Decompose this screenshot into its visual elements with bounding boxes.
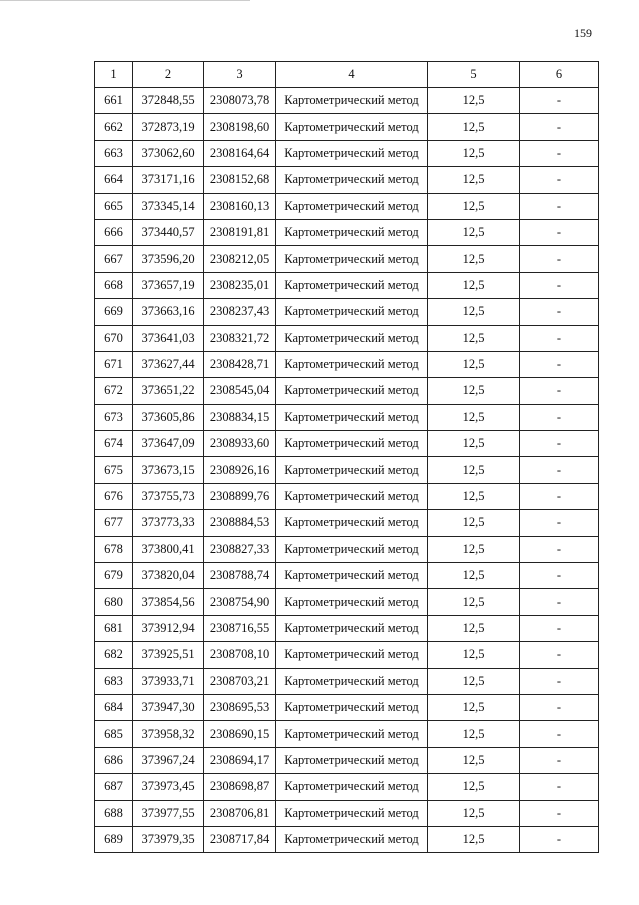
accuracy-cell: 12,5 — [428, 272, 520, 298]
y-coordinate-cell: 2308788,74 — [204, 563, 276, 589]
note-cell: - — [520, 721, 599, 747]
accuracy-cell: 12,5 — [428, 299, 520, 325]
method-cell: Картометрический метод — [276, 378, 428, 404]
method-cell: Картометрический метод — [276, 510, 428, 536]
table-row — [95, 826, 599, 852]
x-coordinate-cell: 373800,41 — [133, 536, 204, 562]
y-coordinate-cell: 2308926,16 — [204, 457, 276, 483]
method-cell: Картометрический метод — [276, 88, 428, 114]
x-coordinate-cell: 373596,20 — [133, 246, 204, 272]
point-number-cell: 680 — [95, 589, 133, 615]
y-coordinate-cell: 2308834,15 — [204, 404, 276, 430]
accuracy-cell: 12,5 — [428, 431, 520, 457]
point-number-cell: 678 — [95, 536, 133, 562]
table-row — [95, 800, 599, 826]
y-coordinate-cell: 2308695,53 — [204, 694, 276, 720]
note-cell: - — [520, 431, 599, 457]
table-row — [95, 219, 599, 245]
x-coordinate-cell: 372848,55 — [133, 88, 204, 114]
accuracy-cell: 12,5 — [428, 351, 520, 377]
method-cell: Картометрический метод — [276, 219, 428, 245]
x-coordinate-cell: 373958,32 — [133, 721, 204, 747]
point-number-cell: 684 — [95, 694, 133, 720]
point-number-cell: 667 — [95, 246, 133, 272]
x-coordinate-cell: 373651,22 — [133, 378, 204, 404]
y-coordinate-cell: 2308164,64 — [204, 140, 276, 166]
x-coordinate-cell: 373947,30 — [133, 694, 204, 720]
method-cell: Картометрический метод — [276, 747, 428, 773]
accuracy-cell: 12,5 — [428, 325, 520, 351]
table-row — [95, 536, 599, 562]
table-row — [95, 694, 599, 720]
note-cell: - — [520, 826, 599, 852]
header-cell: 5 — [428, 62, 520, 88]
note-cell: - — [520, 299, 599, 325]
y-coordinate-cell: 2308899,76 — [204, 483, 276, 509]
table-row — [95, 457, 599, 483]
table-row — [95, 404, 599, 430]
accuracy-cell: 12,5 — [428, 615, 520, 641]
table-row — [95, 193, 599, 219]
x-coordinate-cell: 373345,14 — [133, 193, 204, 219]
method-cell: Картометрический метод — [276, 721, 428, 747]
point-number-cell: 672 — [95, 378, 133, 404]
table-body — [95, 88, 599, 853]
accuracy-cell: 12,5 — [428, 510, 520, 536]
x-coordinate-cell: 372873,19 — [133, 114, 204, 140]
accuracy-cell: 12,5 — [428, 563, 520, 589]
header-cell: 1 — [95, 62, 133, 88]
x-coordinate-cell: 373663,16 — [133, 299, 204, 325]
y-coordinate-cell: 2308237,43 — [204, 299, 276, 325]
point-number-cell: 688 — [95, 800, 133, 826]
y-coordinate-cell: 2308754,90 — [204, 589, 276, 615]
coordinates-table — [94, 61, 599, 853]
method-cell: Картометрический метод — [276, 351, 428, 377]
note-cell: - — [520, 483, 599, 509]
x-coordinate-cell: 373647,09 — [133, 431, 204, 457]
method-cell: Картометрический метод — [276, 431, 428, 457]
note-cell: - — [520, 800, 599, 826]
note-cell: - — [520, 615, 599, 641]
note-cell: - — [520, 167, 599, 193]
accuracy-cell: 12,5 — [428, 193, 520, 219]
point-number-cell: 686 — [95, 747, 133, 773]
accuracy-cell: 12,5 — [428, 404, 520, 430]
table-row — [95, 140, 599, 166]
y-coordinate-cell: 2308073,78 — [204, 88, 276, 114]
y-coordinate-cell: 2308690,15 — [204, 721, 276, 747]
accuracy-cell: 12,5 — [428, 246, 520, 272]
x-coordinate-cell: 373973,45 — [133, 774, 204, 800]
point-number-cell: 671 — [95, 351, 133, 377]
method-cell: Картометрический метод — [276, 246, 428, 272]
x-coordinate-cell: 373755,73 — [133, 483, 204, 509]
header-cell: 4 — [276, 62, 428, 88]
point-number-cell: 676 — [95, 483, 133, 509]
note-cell: - — [520, 563, 599, 589]
note-cell: - — [520, 246, 599, 272]
x-coordinate-cell: 373062,60 — [133, 140, 204, 166]
table-row — [95, 747, 599, 773]
accuracy-cell: 12,5 — [428, 457, 520, 483]
table-row — [95, 721, 599, 747]
method-cell: Картометрический метод — [276, 193, 428, 219]
x-coordinate-cell: 373979,35 — [133, 826, 204, 852]
point-number-cell: 666 — [95, 219, 133, 245]
note-cell: - — [520, 536, 599, 562]
method-cell: Картометрический метод — [276, 483, 428, 509]
table-row — [95, 589, 599, 615]
note-cell: - — [520, 404, 599, 430]
table-row — [95, 246, 599, 272]
accuracy-cell: 12,5 — [428, 774, 520, 800]
method-cell: Картометрический метод — [276, 800, 428, 826]
x-coordinate-cell: 373967,24 — [133, 747, 204, 773]
note-cell: - — [520, 378, 599, 404]
point-number-cell: 661 — [95, 88, 133, 114]
method-cell: Картометрический метод — [276, 668, 428, 694]
method-cell: Картометрический метод — [276, 615, 428, 641]
accuracy-cell: 12,5 — [428, 694, 520, 720]
accuracy-cell: 12,5 — [428, 642, 520, 668]
accuracy-cell: 12,5 — [428, 140, 520, 166]
table-row — [95, 167, 599, 193]
y-coordinate-cell: 2308933,60 — [204, 431, 276, 457]
x-coordinate-cell: 373912,94 — [133, 615, 204, 641]
table-row — [95, 325, 599, 351]
note-cell: - — [520, 114, 599, 140]
accuracy-cell: 12,5 — [428, 167, 520, 193]
method-cell: Картометрический метод — [276, 536, 428, 562]
method-cell: Картометрический метод — [276, 589, 428, 615]
table-row — [95, 351, 599, 377]
note-cell: - — [520, 589, 599, 615]
point-number-cell: 669 — [95, 299, 133, 325]
table-row — [95, 668, 599, 694]
y-coordinate-cell: 2308708,10 — [204, 642, 276, 668]
point-number-cell: 685 — [95, 721, 133, 747]
table-row — [95, 510, 599, 536]
header-cell: 6 — [520, 62, 599, 88]
point-number-cell: 687 — [95, 774, 133, 800]
method-cell: Картометрический метод — [276, 167, 428, 193]
point-number-cell: 663 — [95, 140, 133, 166]
method-cell: Картометрический метод — [276, 694, 428, 720]
point-number-cell: 668 — [95, 272, 133, 298]
table-row — [95, 378, 599, 404]
accuracy-cell: 12,5 — [428, 536, 520, 562]
note-cell: - — [520, 272, 599, 298]
x-coordinate-cell: 373773,33 — [133, 510, 204, 536]
top-rule — [0, 0, 250, 1]
accuracy-cell: 12,5 — [428, 219, 520, 245]
point-number-cell: 675 — [95, 457, 133, 483]
point-number-cell: 673 — [95, 404, 133, 430]
y-coordinate-cell: 2308152,68 — [204, 167, 276, 193]
point-number-cell: 665 — [95, 193, 133, 219]
y-coordinate-cell: 2308198,60 — [204, 114, 276, 140]
x-coordinate-cell: 373854,56 — [133, 589, 204, 615]
note-cell: - — [520, 193, 599, 219]
point-number-cell: 679 — [95, 563, 133, 589]
y-coordinate-cell: 2308703,21 — [204, 668, 276, 694]
x-coordinate-cell: 373605,86 — [133, 404, 204, 430]
x-coordinate-cell: 373933,71 — [133, 668, 204, 694]
method-cell: Картометрический метод — [276, 140, 428, 166]
header-cell: 3 — [204, 62, 276, 88]
table-row — [95, 88, 599, 114]
y-coordinate-cell: 2308694,17 — [204, 747, 276, 773]
point-number-cell: 689 — [95, 826, 133, 852]
y-coordinate-cell: 2308160,13 — [204, 193, 276, 219]
x-coordinate-cell: 373627,44 — [133, 351, 204, 377]
method-cell: Картометрический метод — [276, 325, 428, 351]
table-row — [95, 615, 599, 641]
note-cell: - — [520, 88, 599, 114]
x-coordinate-cell: 373820,04 — [133, 563, 204, 589]
accuracy-cell: 12,5 — [428, 114, 520, 140]
table-row — [95, 563, 599, 589]
point-number-cell: 674 — [95, 431, 133, 457]
method-cell: Картометрический метод — [276, 457, 428, 483]
point-number-cell: 670 — [95, 325, 133, 351]
y-coordinate-cell: 2308235,01 — [204, 272, 276, 298]
table-row — [95, 431, 599, 457]
table-row — [95, 774, 599, 800]
accuracy-cell: 12,5 — [428, 747, 520, 773]
note-cell: - — [520, 140, 599, 166]
x-coordinate-cell: 373657,19 — [133, 272, 204, 298]
note-cell: - — [520, 457, 599, 483]
x-coordinate-cell: 373171,16 — [133, 167, 204, 193]
note-cell: - — [520, 325, 599, 351]
y-coordinate-cell: 2308428,71 — [204, 351, 276, 377]
y-coordinate-cell: 2308698,87 — [204, 774, 276, 800]
table-row — [95, 483, 599, 509]
x-coordinate-cell: 373641,03 — [133, 325, 204, 351]
note-cell: - — [520, 694, 599, 720]
y-coordinate-cell: 2308716,55 — [204, 615, 276, 641]
method-cell: Картометрический метод — [276, 642, 428, 668]
x-coordinate-cell: 373925,51 — [133, 642, 204, 668]
y-coordinate-cell: 2308545,04 — [204, 378, 276, 404]
method-cell: Картометрический метод — [276, 299, 428, 325]
accuracy-cell: 12,5 — [428, 668, 520, 694]
point-number-cell: 682 — [95, 642, 133, 668]
table-row — [95, 642, 599, 668]
note-cell: - — [520, 668, 599, 694]
x-coordinate-cell: 373440,57 — [133, 219, 204, 245]
accuracy-cell: 12,5 — [428, 800, 520, 826]
x-coordinate-cell: 373977,55 — [133, 800, 204, 826]
note-cell: - — [520, 642, 599, 668]
point-number-cell: 681 — [95, 615, 133, 641]
note-cell: - — [520, 510, 599, 536]
point-number-cell: 664 — [95, 167, 133, 193]
method-cell: Картометрический метод — [276, 404, 428, 430]
x-coordinate-cell: 373673,15 — [133, 457, 204, 483]
y-coordinate-cell: 2308827,33 — [204, 536, 276, 562]
accuracy-cell: 12,5 — [428, 589, 520, 615]
y-coordinate-cell: 2308717,84 — [204, 826, 276, 852]
y-coordinate-cell: 2308884,53 — [204, 510, 276, 536]
y-coordinate-cell: 2308191,81 — [204, 219, 276, 245]
y-coordinate-cell: 2308212,05 — [204, 246, 276, 272]
header-row — [95, 62, 599, 88]
accuracy-cell: 12,5 — [428, 721, 520, 747]
note-cell: - — [520, 774, 599, 800]
point-number-cell: 677 — [95, 510, 133, 536]
point-number-cell: 662 — [95, 114, 133, 140]
method-cell: Картометрический метод — [276, 826, 428, 852]
page-number: 159 — [574, 26, 592, 40]
note-cell: - — [520, 747, 599, 773]
y-coordinate-cell: 2308706,81 — [204, 800, 276, 826]
method-cell: Картометрический метод — [276, 774, 428, 800]
note-cell: - — [520, 219, 599, 245]
table-row — [95, 114, 599, 140]
y-coordinate-cell: 2308321,72 — [204, 325, 276, 351]
accuracy-cell: 12,5 — [428, 88, 520, 114]
header-cell: 2 — [133, 62, 204, 88]
table-row — [95, 299, 599, 325]
accuracy-cell: 12,5 — [428, 378, 520, 404]
table-row — [95, 272, 599, 298]
method-cell: Картометрический метод — [276, 272, 428, 298]
method-cell: Картометрический метод — [276, 114, 428, 140]
accuracy-cell: 12,5 — [428, 826, 520, 852]
accuracy-cell: 12,5 — [428, 483, 520, 509]
method-cell: Картометрический метод — [276, 563, 428, 589]
point-number-cell: 683 — [95, 668, 133, 694]
note-cell: - — [520, 351, 599, 377]
